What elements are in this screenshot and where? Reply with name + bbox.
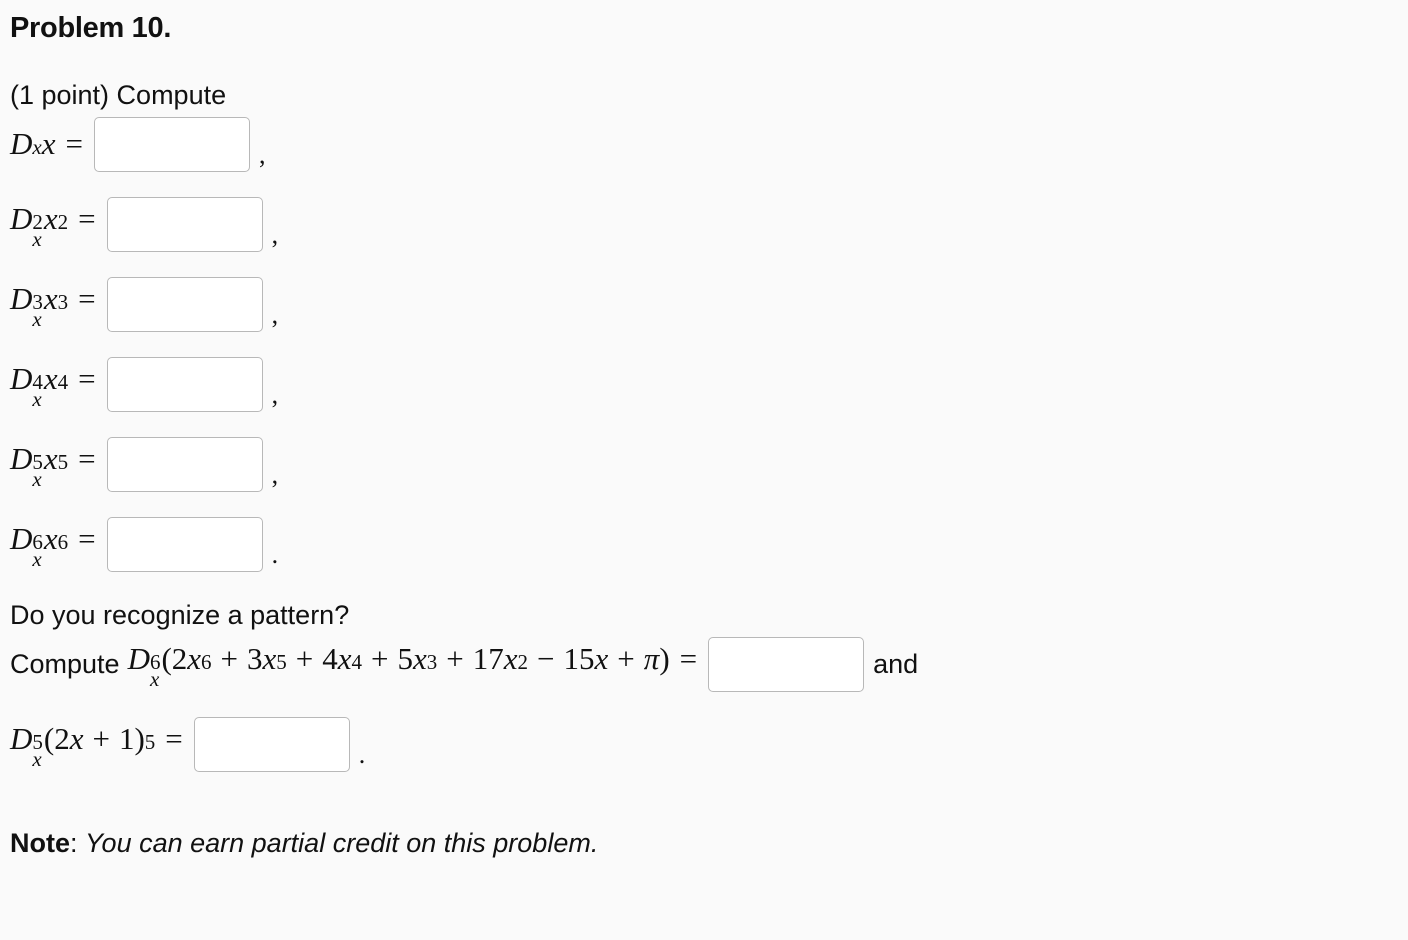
math-expression-2: D 2 x x 2 = — [10, 200, 96, 251]
answer-input-binomial[interactable] — [194, 717, 350, 772]
answer-input-5[interactable] — [107, 437, 263, 492]
math-expression-4: D 4 x x 4 = — [10, 360, 96, 411]
compute-label: Compute — [10, 648, 120, 679]
answer-input-2[interactable] — [107, 197, 263, 252]
comma: , — [271, 460, 279, 489]
binomial-row — [10, 714, 365, 774]
math-expression-1: D x x = — [10, 126, 83, 161]
problem-title: Problem 10. — [10, 12, 172, 44]
comma: , — [258, 140, 266, 169]
polynomial-row — [10, 634, 918, 694]
answer-input-1[interactable] — [94, 117, 250, 172]
problem-intro: (1 point) Compute — [10, 80, 227, 110]
and-label: and — [873, 648, 919, 679]
answer-input-3[interactable] — [107, 277, 263, 332]
note-text: You can earn partial credit on this problem. — [85, 828, 599, 858]
comma: , — [271, 380, 279, 409]
pattern-question: Do you recognize a pattern? — [10, 600, 350, 630]
answer-input-polynomial[interactable] — [708, 637, 864, 692]
question-row-4 — [10, 354, 278, 414]
polynomial-expression: D 6 x (2 x 6 + 3 x 5 + 4 x 4 + 5 x 3 + 17 x 2 − 15 x + π ) = — [127, 640, 698, 691]
math-expression-3: D 3 x x 3 = — [10, 280, 96, 331]
question-row-5 — [10, 434, 278, 494]
note: Note: You can earn partial credit on this problem. — [10, 828, 599, 858]
question-row-3 — [10, 274, 278, 334]
math-expression-5: D 5 x x 5 = — [10, 440, 96, 491]
answer-input-4[interactable] — [107, 357, 263, 412]
question-row-1 — [10, 114, 265, 174]
question-row-6 — [10, 514, 278, 574]
period: . — [358, 740, 366, 769]
math-expression-6: D 6 x x 6 = — [10, 520, 96, 571]
binomial-expression: D 5 x (2 x + 1) 5 = — [10, 720, 183, 771]
period: . — [271, 540, 279, 569]
comma: , — [271, 220, 279, 249]
note-label: Note — [10, 828, 70, 858]
answer-input-6[interactable] — [107, 517, 263, 572]
question-row-2 — [10, 194, 278, 254]
comma: , — [271, 300, 279, 329]
